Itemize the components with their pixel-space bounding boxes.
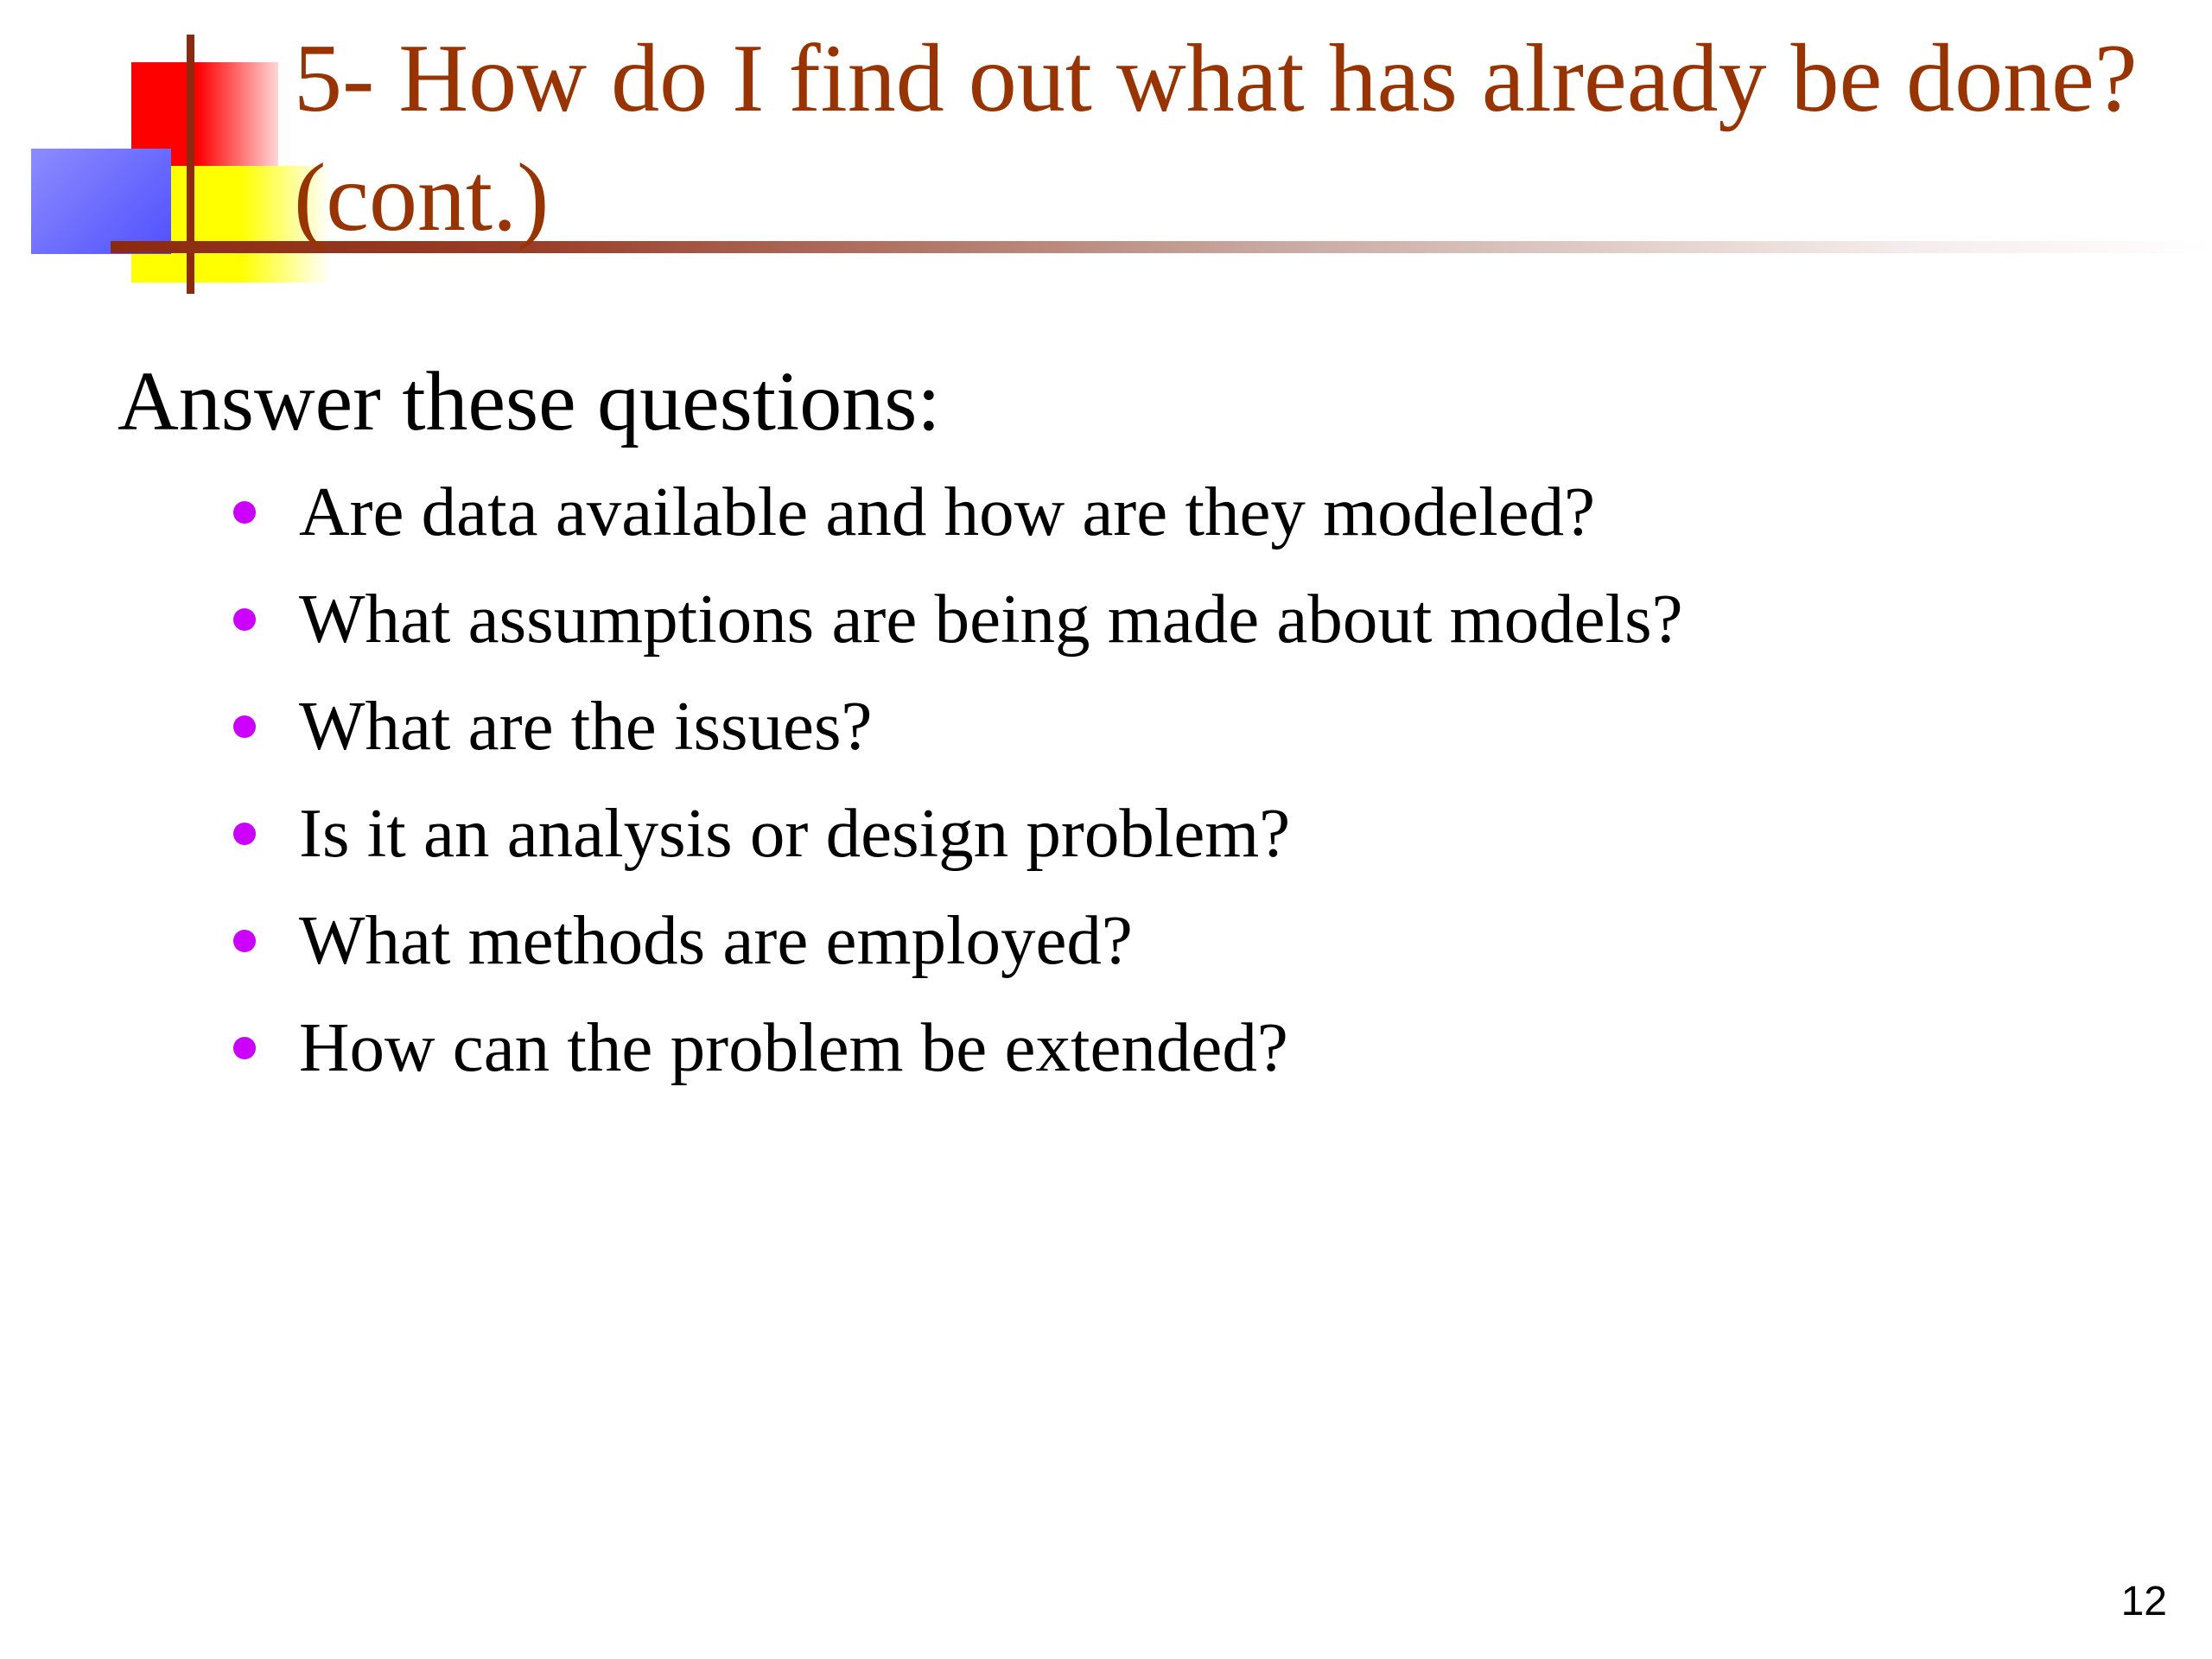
vertical-accent-line	[187, 35, 194, 294]
bullet-dot-icon	[233, 501, 256, 524]
bullet-text: Is it an analysis or design problem?	[299, 794, 1291, 872]
bullet-item	[230, 994, 2105, 1101]
bullet-item	[230, 779, 2105, 887]
bullet-item	[230, 458, 2105, 565]
bullet-text: What methods are employed?	[299, 901, 1133, 979]
bullet-text: Are data available and how are they modeled?	[299, 473, 1596, 550]
blue-square-shape	[31, 149, 171, 254]
bullet-item	[230, 565, 2105, 672]
bullet-text: What are the issues?	[299, 687, 873, 765]
bullet-dot-icon	[233, 1037, 256, 1059]
bullet-dot-icon	[233, 608, 256, 631]
slide-body	[118, 346, 2105, 1101]
lead-text: Answer these questions:	[118, 355, 941, 448]
bullet-list	[118, 458, 2105, 1101]
bullet-text: What assumptions are being made about models?	[299, 580, 1683, 658]
bullet-dot-icon	[233, 715, 256, 738]
bullet-item	[230, 887, 2105, 994]
slide-title: 5- How do I find out what has already be done? (cont.)	[294, 25, 2138, 251]
bullet-dot-icon	[233, 930, 256, 952]
page-number: 12	[2120, 1579, 2167, 1624]
bullet-item	[230, 672, 2105, 779]
bullet-text: How can the problem be extended?	[299, 1008, 1288, 1086]
bullet-dot-icon	[233, 823, 256, 845]
